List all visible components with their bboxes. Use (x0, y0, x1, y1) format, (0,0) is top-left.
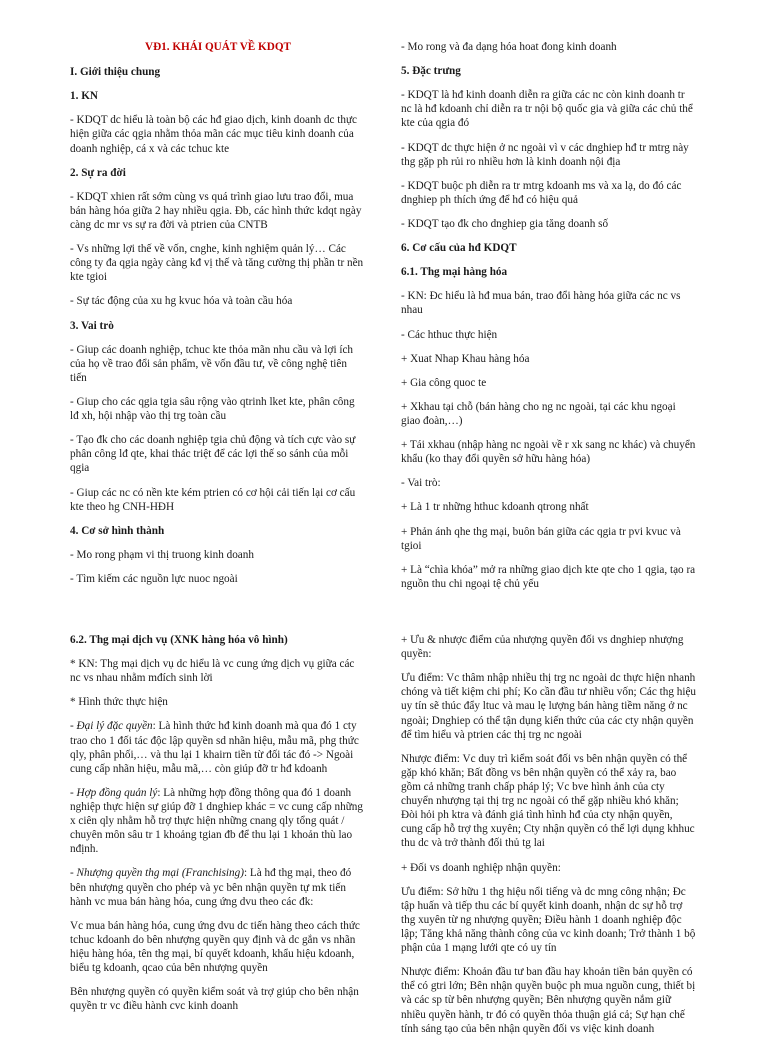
paragraph: - Vai trò: (401, 477, 441, 490)
paragraph: - Giup các doanh nghiệp, tchuc kte thỏa mãn nhu cầu và lợi ích của họ về trao đổi sản phẩm, về vốn đầu tư, về công nghệ tiên tiến (70, 343, 354, 384)
page1-left-column (70, 40, 366, 596)
paragraph: - Sự tác động của xu hg kvuc hóa và toàn cầu hóa (70, 295, 293, 308)
paragraph: - KDQT xhien rất sớm cùng vs quá trình giao lưu trao đổi, mua bán hàng hóa giữa 2 hay nhiều qgia. Đb, các hình thức kdqt ngày càng dc mr vs sự ra đời và ptrien của CNTB (70, 190, 362, 231)
paragraph: - Các hthuc thực hiện (401, 328, 498, 341)
section-heading: 2. Sự ra đời (70, 166, 126, 179)
page2-right-column (401, 633, 697, 1046)
section-heading: 5. Đặc trưng (401, 65, 461, 78)
paragraph (70, 719, 366, 775)
paragraph: - Tạo đk cho các doanh nghiệp tgia chủ động và tích cực vào sự phân công lđ qte, khai thác triệt để các lợi thế so sánh của mỗi qgia (70, 434, 356, 475)
paragraph: + Ưu & nhược điểm của nhượng quyền đối vs dnghiep nhượng quyền: (401, 634, 684, 661)
italic-term: - Đại lý đặc quyền (70, 720, 153, 733)
paragraph: - Vs những lợi thế về vốn, cnghe, kinh nghiệm quản lý… Các công ty đa qgia ngày càng kđ vị thế và tăng cường thị phần tr nền kte tgioi (70, 243, 364, 284)
italic-term: - Nhượng quyền thg mại (Franchising) (70, 867, 244, 880)
paragraph: - KDQT dc thực hiện ở nc ngoài vì v các dnghiep hđ tr mtrg này thg gặp ph rủi ro nhiều hơn là kinh doanh nội địa (401, 141, 689, 168)
paragraph: + Gia công quoc te (401, 376, 487, 389)
paragraph (70, 866, 366, 908)
paragraph: - Giup cho các qgia tgia sâu rộng vào qtrinh lket kte, phân công lđ xh, hội nhập vào thị trg toàn cầu (70, 395, 355, 423)
paragraph: * KN: Thg mại dịch vụ dc hiểu là vc cung ứng dịch vụ giữa các nc vs nhau nhằm mđích sinh lời (70, 658, 355, 685)
document-title: VĐ1. KHÁI QUÁT VỀ KDQT (145, 41, 291, 53)
paragraph: Bên nhượng quyền có quyền kiểm soát và trợ giúp cho bên nhận quyền tr vc điều hành cvc kinh doanh (70, 986, 359, 1013)
paragraph: - Mo rong và đa dạng hóa hoat đong kinh doanh (401, 41, 617, 53)
paragraph-text: : Là hđ thg mại, theo đó bên nhượng quyền cho phép và yc bên nhận quyền tự mk tiến hành vc mua bán hàng hóa, cung ứng dvu theo các đk: (70, 867, 352, 908)
section-heading: 6.2. Thg mại dịch vụ (XNK hàng hóa vô hình) (70, 634, 288, 646)
italic-term: - Hợp đồng quản lý (70, 786, 158, 799)
paragraph: - Tìm kiếm các nguồn lực nuoc ngoài (70, 572, 238, 585)
page2-left-column (70, 633, 366, 1023)
paragraph: - Giup các nc có nền kte kém ptrien có cơ hội cải tiến lại cơ cấu kte theo hg CNH-HĐH (70, 486, 356, 513)
page1-right-column (401, 40, 697, 601)
paragraph-text: : Là những hợp đồng thông qua đó 1 doanh nghiệp thực hiện sự giúp đỡ 1 dnghiep khác = vc cung cấp những x ciên qly nhằm hỗ trợ thực hiện những cnang qly tổng quát / chuyên môn sâu tr 1 khoảng tgian đb để thu lại 1 khoản thù lao nđịnh. (70, 786, 363, 856)
paragraph: Vc mua bán hàng hóa, cung ứng dvu dc tiến hàng theo cách thức tchuc kdoanh do bên nhượng quyền quy định và dc gắn vs nhãn hiệu hàng hóa, tên thg mại, bí quyết kdoanh, khẩu hiệu kdoanh, biểu tg kdoanh, qcao của bên nhượng quyền (70, 919, 360, 975)
section-heading: I. Giới thiệu chung (70, 66, 161, 79)
paragraph: Ưu điểm: Sở hữu 1 thg hiệu nổi tiếng và dc mng công nhận; Đc tập huấn và tiếp thu các bí quyết kinh doanh, nhận dc sự hỗ trợ thg xuyên từ ng nhượng quyền; Điều hành 1 doanh nghiệp độc lập; Tăng khả năng thành công của vc kinh doanh; Trở thành 1 bộ phận của 1 mạng lưới qte có uy tín (401, 885, 696, 955)
paragraph: - KDQT là hđ kinh doanh diễn ra giữa các nc còn kinh doanh tr nc là hđ kdoanh chỉ diễn ra tr nội bộ quốc gia và giữa các chủ thể kte của qgia đó (401, 89, 693, 130)
paragraph: - Mo rong phạm vi thị truong kinh doanh (70, 548, 254, 561)
paragraph: + Xuat Nhap Khau hàng hóa (401, 352, 530, 365)
paragraph: Ưu điểm: Vc thâm nhập nhiều thị trg nc ngoài dc thực hiện nhanh chóng và tiết kiệm chi phí; Ko cần đầu tư nhiều vốn; Các thg hiệu uy tín sẽ thúc đẩy ltuc và mau lẹ lượng bán hàng tiềm năng ở nc ngoài; Dnghiep có thể tận dụng kiến thức của các cty nhận quyền để tìm hiểu và ptrien các thị trg nc ngoài (401, 672, 697, 741)
paragraph: - KDQT tạo đk cho dnghiep gia tăng doanh số (401, 217, 609, 230)
paragraph: + Tái xkhau (nhập hàng nc ngoài về r xk sang nc khác) và chuyển khẩu (ko thay đổi quyền sở hữu hàng hóa) (401, 439, 696, 466)
paragraph: - KN: Đc hiểu là hđ mua bán, trao đổi hàng hóa giữa các nc vs nhau (401, 290, 681, 317)
paragraph (70, 786, 366, 857)
paragraph: + Là “chìa khóa” mở ra những giao dịch kte qte cho 1 qgia, tạo ra nguồn thu chi ngoại tệ chủ yếu (401, 563, 696, 590)
paragraph: + Là 1 tr những hthuc kdoanh qtrong nhất (401, 501, 589, 514)
section-heading: 3. Vai trò (70, 319, 114, 332)
section-heading: 1. KN (70, 90, 98, 103)
section-heading: 4. Cơ sở hình thành (70, 524, 165, 537)
paragraph: + Đối vs doanh nghiệp nhận quyền: (401, 861, 561, 874)
section-heading: 6.1. Thg mại hàng hóa (401, 266, 508, 279)
paragraph: * Hình thức thực hiện (70, 696, 168, 709)
paragraph: + Xkhau tại chỗ (bán hàng cho ng nc ngoài, tại các khu ngoại giao đoàn,…) (401, 400, 676, 427)
paragraph: + Phản ánh qhe thg mại, buôn bán giữa các qgia tr pvi kvuc và tgioi (401, 525, 681, 552)
section-heading: 6. Cơ cấu của hđ KDQT (401, 242, 517, 255)
paragraph: - KDQT buộc ph diễn ra tr mtrg kdoanh ms và xa lạ, do đó các dnghiep ph thích ứng để hđ có hiệu quả (401, 179, 682, 206)
paragraph-text: : Là hình thức hđ kinh doanh mà qua đó 1 cty trao cho 1 đối tác độc lập quyền sd nhãn hiệu, mẫu mã, phg thức qly, phân phối,… và thu lại 1 khairn tiền từ đối tác đó -> Ngoài cung cấp nhãn hiệu, mẫu mã,… còn giúp đỡ tr hđ kdoanh (70, 720, 359, 775)
paragraph: - KDQT dc hiểu là toàn bộ các hđ giao dịch, kinh doanh dc thực hiện giữa các qgia nhằm thỏa mãn các mục tiêu kinh doanh của doanh nghiệp, cá x và các tchuc kte (70, 114, 358, 155)
paragraph: Nhược điểm: Khoản đầu tư ban đầu hay khoản tiền bản quyền có thể có gtri lớn; Bên nhận quyền buộc ph mua nguồn cung, thiết bị và các sp từ bên nhượng quyền; Bên nhượng quyền nắm giữ nhiều quyền hành, tr đó có quyền thỏa thuận giá cả; Sự hạn chế tính sáng tạo của bên nhận quyền đối vs việc kinh doanh (401, 966, 696, 1035)
paragraph: Nhược điểm: Vc duy trì kiểm soát đối vs bên nhận quyền có thể gặp khó khăn; Bất đồng vs bên nhận quyền có thể xảy ra, bao gồm cả những tranh chấp pháp lý; Vc bve hình ảnh của cty chuyển nhượng tại thị trg nc ngoài có thể gặp nhiều khó khăn; Đòi hỏi ph ktra và đánh giá tình hình hđ của cty nhận quyền, cung cấp hỗ trợ thg xuyên; Cty nhận quyền có thể lợi dụng khhuc thu dc và trở thành đối thủ tg lai (401, 752, 695, 850)
